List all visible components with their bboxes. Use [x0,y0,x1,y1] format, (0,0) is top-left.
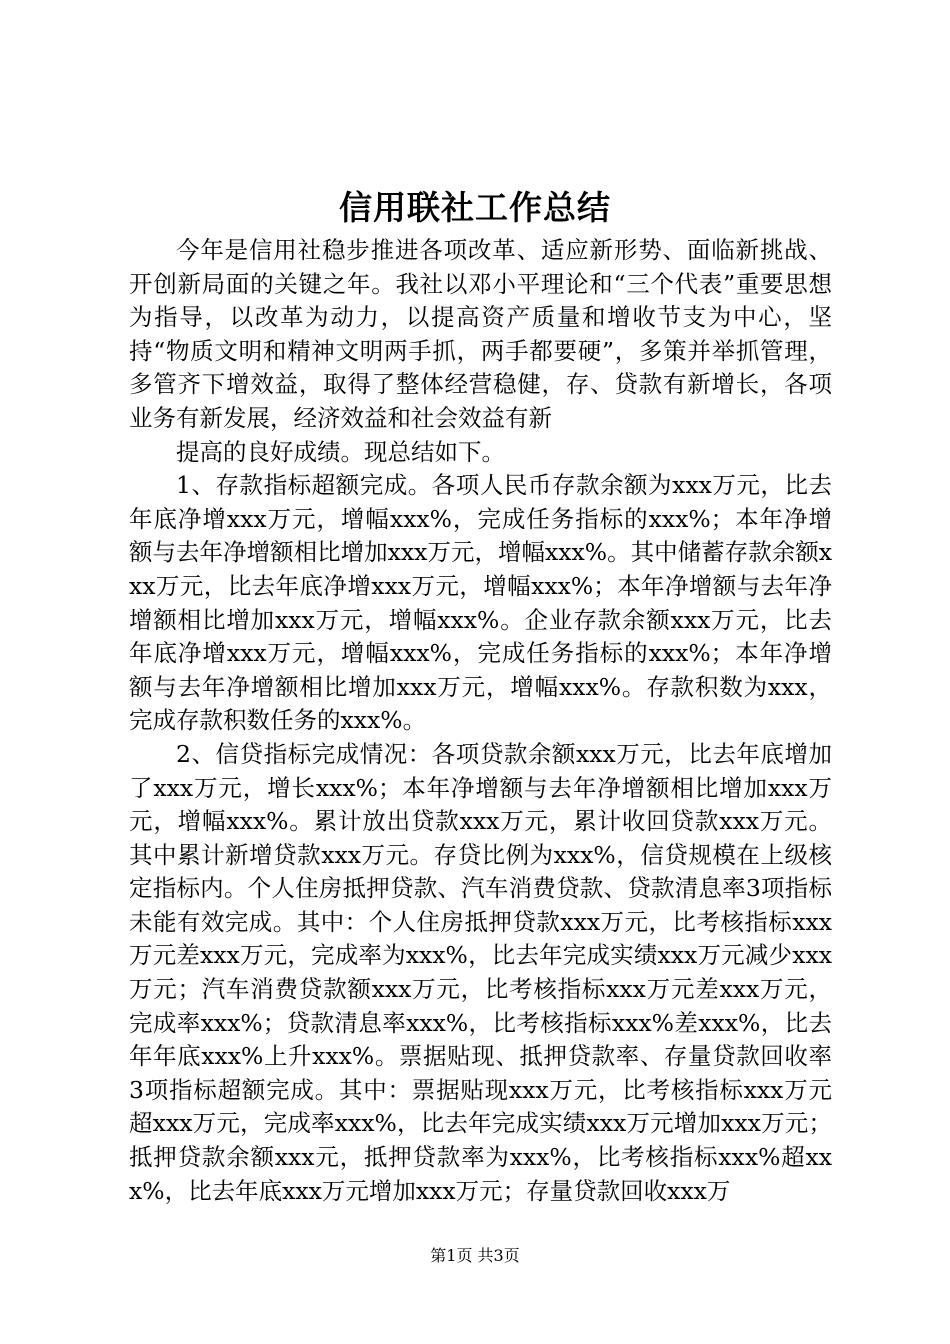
paragraph-intro: 今年是信用社稳步推进各项改革、适应新形势、面临新挑战、开创新局面的关键之年。我社以邓小平理论和“三个代表”重要思想为指导，以改革为动力，以提高资产质量和增收节支为中心，坚持“物质文明和精神文明两手抓，两手都要硬”，多策并举抓管理，多管齐下增效益，取得了整体经营稳健，存、贷款有新增长，各项业务有新发展，经济效益和社会效益有新 [129,236,832,432]
paragraph-intro-continued: 提高的良好成绩。现总结如下。 [176,437,505,466]
paragraph-credit: 2、信贷指标完成情况：各项贷款余额xxx万元，比去年底增加了xxx万元，增长xxx%；本年净增额与去年净增额相比增加xxx万元，增幅xxx%。累计放出贷款xxx万元，累计收回贷款xxx万元。其中累计新增贷款xxx万元。存贷比例为xxx%，信贷规模在上级核定指标内。个人住房抵押贷款、汽车消费贷款、贷款清息率3项指标未能有效完成。其中：个人住房抵押贷款xxx万元，比考核指标xxx万元差xxx万元，完成率为xxx%，比去年完成实绩xxx万元减少xxx万元；汽车消费贷款额xxx万元，比考核指标xxx万元差xxx万元，完成率xxx%；贷款清息率xxx%，比考核指标xxx%差xxx%，比去年年底xxx%上升xxx%。票据贴现、抵押贷款率、存量贷款回收率3项指标超额完成。其中：票据贴现xxx万元，比考核指标xxx万元超xxx万元，完成率xxx%，比去年完成实绩xxx万元增加xxx万元；抵押贷款余额xxx元，抵押贷款率为xxx%，比考核指标xxx%超xxx%，比去年底xxx万元增加xxx万元；存量贷款回收xxx万 [129,739,832,1205]
document-body [129,234,832,1208]
page-footer: 第1页 共3页 [430,1246,520,1265]
paragraph-deposits: 1、存款指标超额完成。各项人民币存款余额为xxx万元，比去年底净增xxx万元，增幅xxx%，完成任务指标的xxx%；本年净增额与去年净增额相比增加xxx万元，增幅xxx%。其中储蓄存款余额xxx万元，比去年底净增xxx万元，增幅xxx%；本年净增额与去年净增额相比增加xxx万元，增幅xxx%。企业存款余额xxx万元，比去年底净增xxx万元，增幅xxx%，完成任务指标的xxx%；本年净增额与去年净增额相比增加xxx万元，增幅xxx%。存款积数为xxx，完成存款积数任务的xxx%。 [129,471,832,735]
document-title: 信用联社工作总结 [339,188,611,227]
